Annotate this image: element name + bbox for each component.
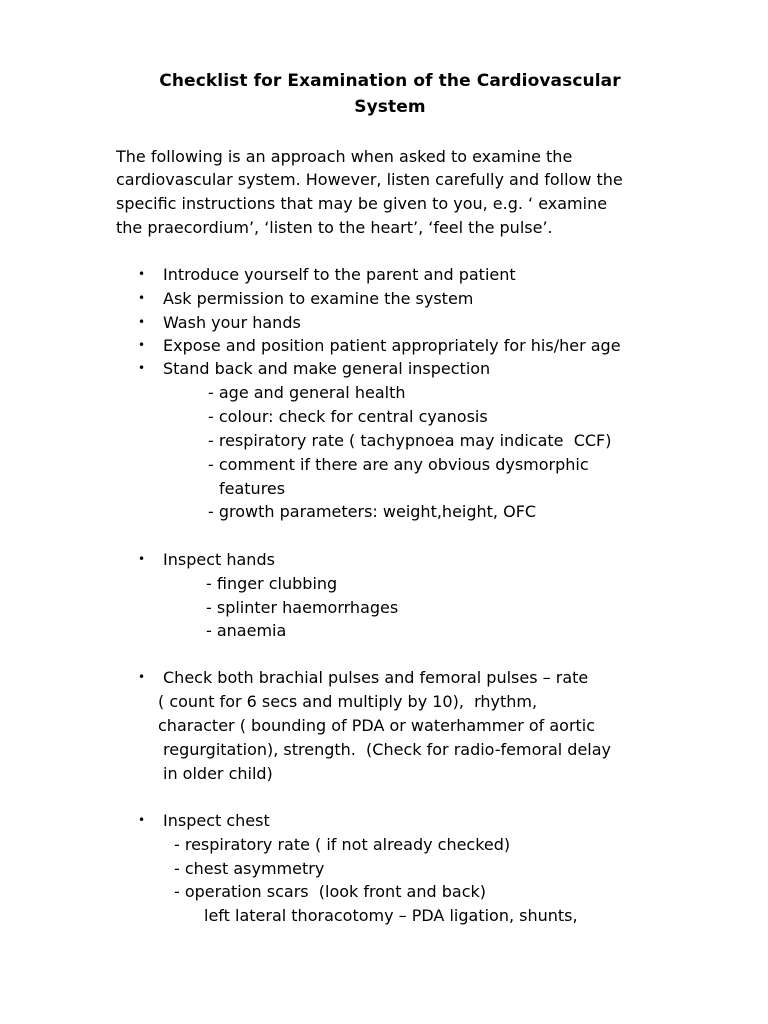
sub-item: - comment if there are any obvious dysmorphic xyxy=(208,455,589,474)
page-title-line-1: Checklist for Examination of the Cardiovascular xyxy=(159,71,621,91)
list-item: Inspect chest xyxy=(163,811,270,830)
intro-line: the praecordium’, ‘listen to the heart’, ‘feel the pulse’. xyxy=(116,218,553,237)
sub-item: - anaemia xyxy=(206,621,287,640)
sub-item: - colour: check for central cyanosis xyxy=(208,407,488,426)
bullet-marker: • xyxy=(138,315,146,329)
sub-item: - operation scars (look front and back) xyxy=(174,882,487,901)
bullet-marker: • xyxy=(138,267,146,281)
list-item-continued: character ( bounding of PDA or waterhammer of aortic xyxy=(158,716,596,735)
list-item: Introduce yourself to the parent and patient xyxy=(163,265,516,284)
intro-line: specific instructions that may be given to you, e.g. ‘ examine xyxy=(116,194,608,213)
list-item-continued: in older child) xyxy=(163,764,273,783)
sub-item: - growth parameters: weight,height, OFC xyxy=(208,502,537,521)
list-item: Ask permission to examine the system xyxy=(163,289,474,308)
intro-line: The following is an approach when asked to examine the xyxy=(116,147,573,166)
sub-item-continued: features xyxy=(219,479,286,498)
sub-item: - age and general health xyxy=(208,383,406,402)
bullet-marker: • xyxy=(138,291,146,305)
bullet-marker: • xyxy=(138,552,146,566)
sub-item: - respiratory rate ( tachypnoea may indicate CCF) xyxy=(208,431,612,450)
list-item-continued: ( count for 6 secs and multiply by 10), rhythm, xyxy=(158,692,538,711)
list-item: Wash your hands xyxy=(163,313,301,332)
sub-item: - splinter haemorrhages xyxy=(206,598,399,617)
sub-item: - finger clubbing xyxy=(206,574,338,593)
intro-line: cardiovascular system. However, listen carefully and follow the xyxy=(116,170,623,189)
sub-item: - chest asymmetry xyxy=(174,859,325,878)
bullet-marker: • xyxy=(138,813,146,827)
list-item: Expose and position patient appropriately for his/her age xyxy=(163,336,621,355)
list-item: Stand back and make general inspection xyxy=(163,359,491,378)
list-item: Inspect hands xyxy=(163,550,275,569)
bullet-marker: • xyxy=(138,670,146,684)
sub-item-detail: left lateral thoracotomy – PDA ligation, shunts, xyxy=(204,906,578,925)
bullet-marker: • xyxy=(138,338,146,352)
list-item-continued: regurgitation), strength. (Check for radio-femoral delay xyxy=(163,740,612,759)
bullet-marker: • xyxy=(138,361,146,375)
page-title-line-2: System xyxy=(354,97,426,117)
list-item: Check both brachial pulses and femoral pulses – rate xyxy=(163,668,589,687)
sub-item: - respiratory rate ( if not already checked) xyxy=(174,835,511,854)
